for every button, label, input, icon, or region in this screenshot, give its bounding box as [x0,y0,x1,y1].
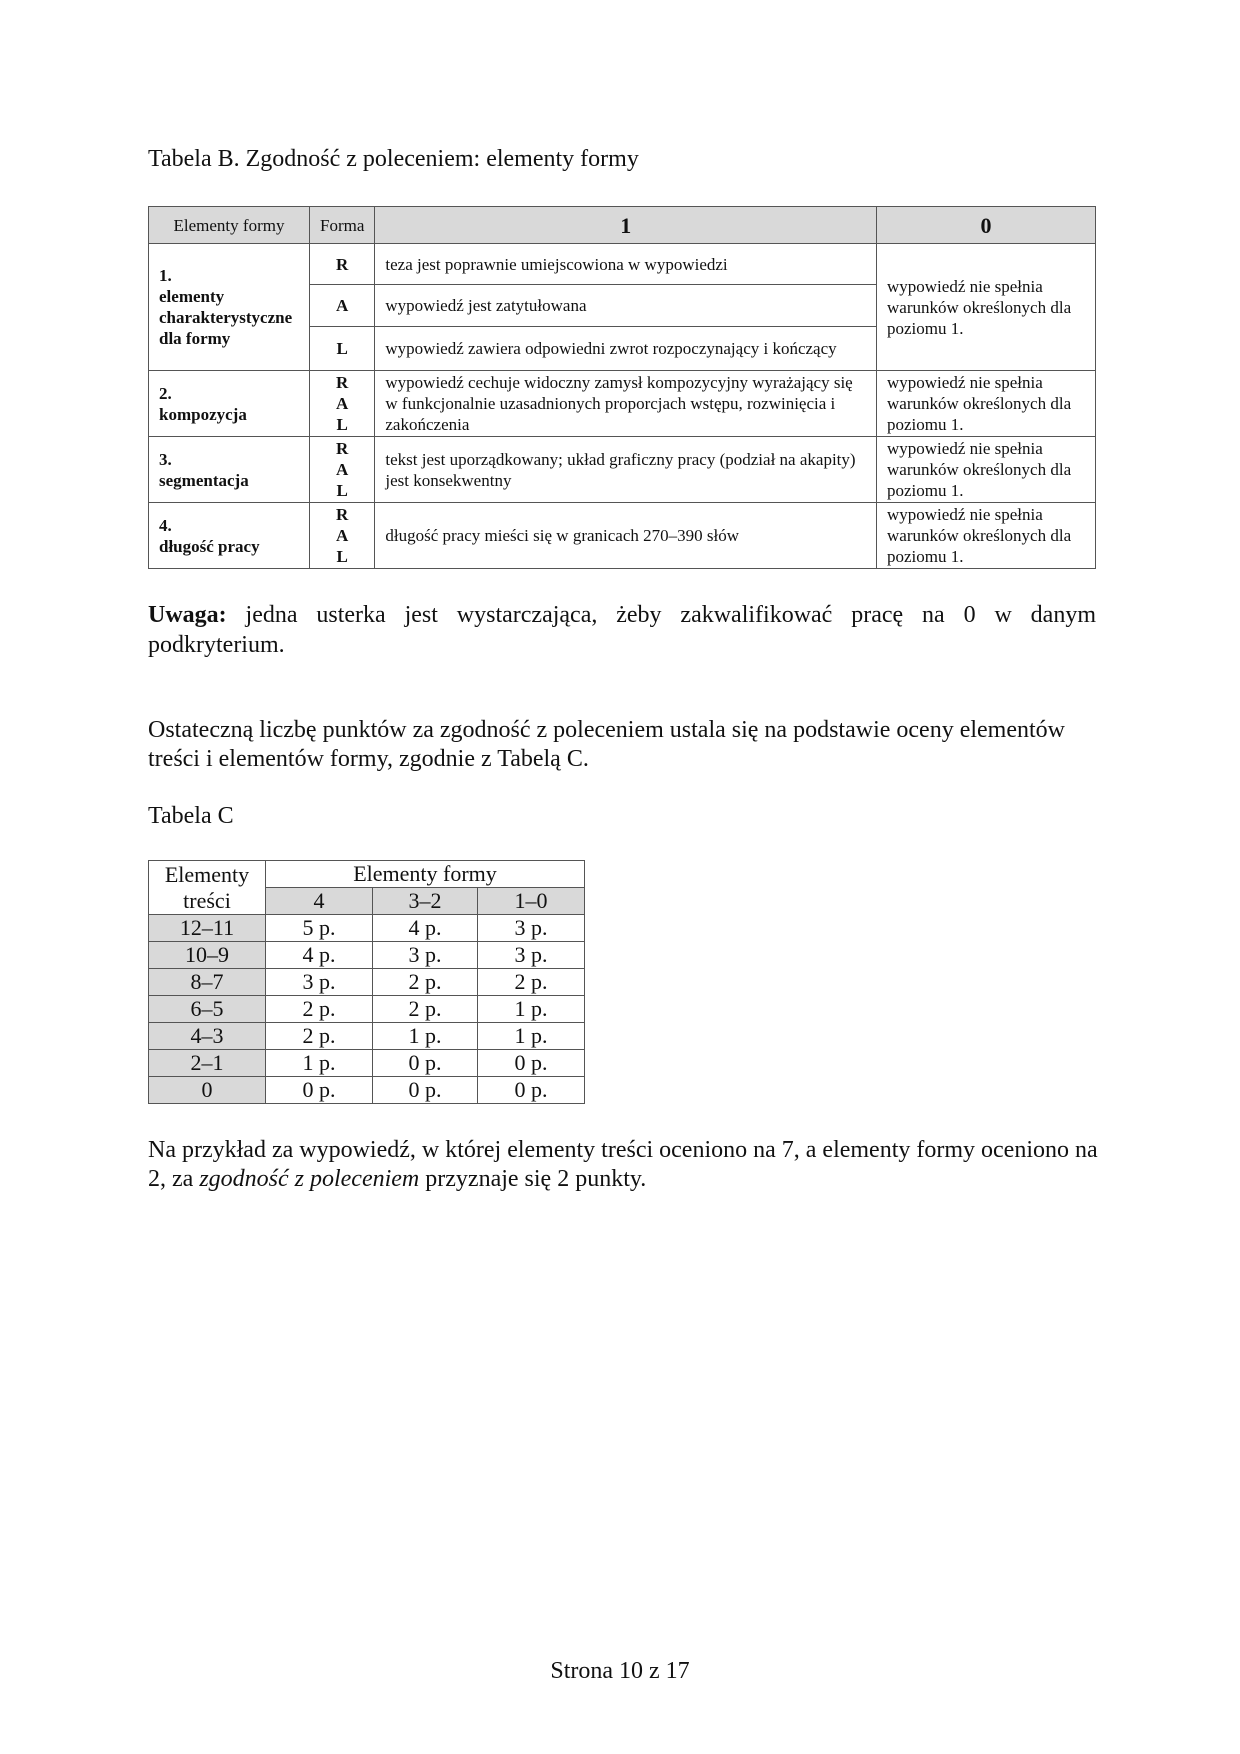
table-row [149,371,1096,437]
criterion-text: tekst jest uporządkowany; układ graficzny pracy (podział na akapity) jest konsekwentny [375,437,877,503]
table-cell: 1 p. [478,996,585,1023]
zero-cell: wypowiedź nie spełnia warunków określonych dla poziomu 1. [877,503,1096,569]
form-cell: A [310,285,375,327]
element-label: kompozycja [159,404,247,424]
form-letter: R [336,373,349,392]
table-row [149,969,585,996]
page-number: Strona 10 z 17 [550,1658,690,1684]
table-row [149,915,585,942]
zero-cell: wypowiedź nie spełnia warunków określonych dla poziomu 1. [877,244,1096,371]
table-b-title: Tabela B. Zgodność z poleceniem: elementy formy [148,146,639,172]
note [148,600,1096,660]
form-col: 3–2 [373,888,478,915]
form-letter: A [336,526,349,545]
element-number: 2. [159,383,172,403]
table-cell: 2 p. [266,1023,373,1050]
table-cell: 5 p. [266,915,373,942]
form-letter: R [336,505,349,524]
form-letter: L [336,547,348,566]
row-label: 2–1 [149,1050,266,1077]
row-label: 12–11 [149,915,266,942]
table-cell: 4 p. [266,942,373,969]
form-letter: A [336,460,349,479]
element-number: 4. [159,515,172,535]
form-cell [310,437,375,503]
table-cell: 0 p. [373,1077,478,1104]
table-b [148,206,1096,569]
form-cell [310,371,375,437]
form-letter: L [336,415,348,434]
table-cell: 3 p. [373,942,478,969]
header-one: 1 [375,207,877,244]
form-letter: A [336,394,349,413]
row-label: 10–9 [149,942,266,969]
note-label: Uwaga: [148,602,227,628]
header-zero: 0 [877,207,1096,244]
criterion-text: wypowiedź zawiera odpowiedni zwrot rozpoczynający i kończący [375,327,877,371]
form-cell: L [310,327,375,371]
header-form: Forma [310,207,375,244]
example-text: Na przykład za wypowiedź, w której elementy treści oceniono na 7, a elementy formy oceniono na 2, za [148,1137,1098,1192]
table-cell: 3 p. [478,942,585,969]
table-cell: 2 p. [478,969,585,996]
table-cell: 3 p. [478,915,585,942]
element-cell [149,244,310,371]
table-cell: 2 p. [266,996,373,1023]
form-cell [310,503,375,569]
element-label: długość pracy [159,536,260,556]
element-number: 3. [159,449,172,469]
table-row [149,1077,585,1104]
element-label: segmentacja [159,470,249,490]
example-italic: zgodność z poleceniem [199,1166,420,1192]
table-row [149,503,1096,569]
form-col: 1–0 [478,888,585,915]
row-label: 4–3 [149,1023,266,1050]
table-row [149,244,1096,285]
element-cell [149,437,310,503]
table-row [149,437,1096,503]
example-text: przyznaje się 2 punkty. [419,1166,647,1192]
row-label: 0 [149,1077,266,1104]
element-label: dla formy [159,329,231,348]
table-c-title: Tabela C [148,803,234,829]
table-cell: 0 p. [373,1050,478,1077]
table-cell: 3 p. [266,969,373,996]
table-cell: 0 p. [478,1050,585,1077]
table-row [149,1023,585,1050]
form-header: Elementy formy [266,861,585,888]
corner-label: Elementy [164,861,250,887]
paragraph-example [148,1136,1108,1194]
table-c-corner [149,861,266,915]
form-cell: R [310,244,375,285]
table-b-header-row [149,207,1096,244]
table-cell: 1 p. [266,1050,373,1077]
form-letter: L [336,481,348,500]
table-cell: 1 p. [373,1023,478,1050]
table-cell: 4 p. [373,915,478,942]
table-c-header-row [149,861,585,888]
zero-cell: wypowiedź nie spełnia warunków określonych dla poziomu 1. [877,437,1096,503]
table-c [148,860,585,1104]
table-row [149,942,585,969]
table-cell: 0 p. [478,1077,585,1104]
table-cell: 2 p. [373,969,478,996]
row-label: 6–5 [149,996,266,1023]
table-cell: 2 p. [373,996,478,1023]
element-label: charakterystyczne [159,308,293,327]
header-elements: Elementy formy [149,207,310,244]
element-label: elementy [159,287,225,306]
table-row [149,996,585,1023]
criterion-text: wypowiedź jest zatytułowana [375,285,877,327]
element-number: 1. [159,266,172,285]
row-label: 8–7 [149,969,266,996]
criterion-text: teza jest poprawnie umiejscowiona w wypowiedzi [375,244,877,285]
table-row [149,1050,585,1077]
element-cell [149,503,310,569]
note-text: jedna usterka jest wystarczająca, żeby zakwalifikować pracę na 0 w danym podkryterium. [148,602,1096,658]
paragraph-final-points: Ostateczną liczbę punktów za zgodność z poleceniem ustala się na podstawie oceny elementów treści i elementów formy, zgodnie z Tabelą C. [148,717,1065,772]
criterion-text: długość pracy mieści się w granicach 270–390 słów [375,503,877,569]
element-cell [149,371,310,437]
form-col: 4 [266,888,373,915]
corner-label: treści [183,887,231,913]
criterion-text: wypowiedź cechuje widoczny zamysł kompozycyjny wyrażający się w funkcjonalnie uzasadnionych proporcjach wstępu, rozwinięcia i zakończenia [375,371,877,437]
table-cell: 0 p. [266,1077,373,1104]
zero-cell: wypowiedź nie spełnia warunków określonych dla poziomu 1. [877,371,1096,437]
form-letter: R [336,439,349,458]
table-cell: 1 p. [478,1023,585,1050]
